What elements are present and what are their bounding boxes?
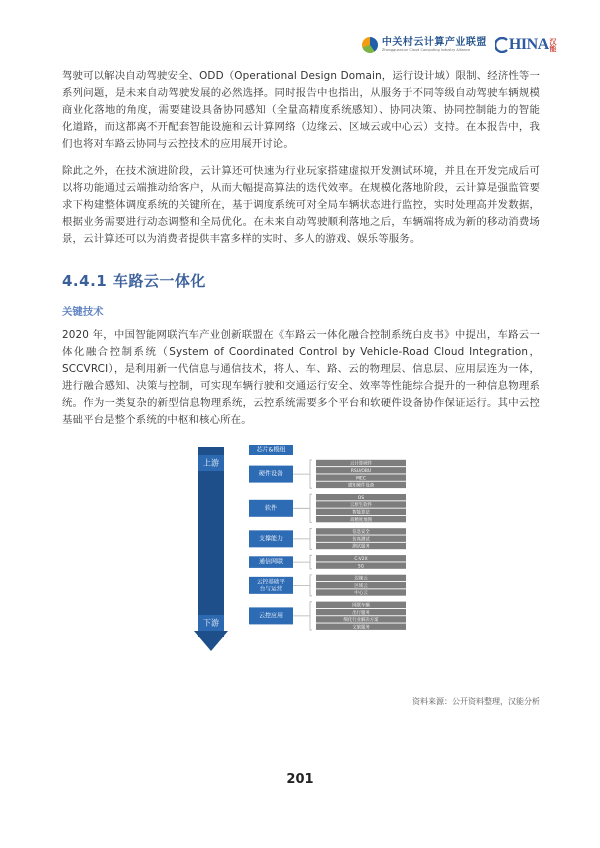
item-label-6-1: 出行服务 (352, 610, 370, 616)
item-label-2-0: OS (357, 495, 365, 501)
group-label-0: 芯片&模组 (256, 446, 286, 454)
item-label-6-2: 细化行业解决方案 (343, 618, 379, 624)
item-label-6-0: 网联车辆 (352, 603, 370, 609)
section-heading: 4.4.1 车路云一体化 (62, 272, 206, 290)
alliance-name-en: Zhongguancun Cloud Computing Industry Alliance (381, 47, 471, 52)
group-bracket-5 (310, 575, 312, 596)
industry-chain-diagram (194, 443, 406, 655)
group-bracket-2 (310, 494, 312, 522)
group-bracket-1 (310, 460, 312, 488)
item-label-5-0: 边缘云 (354, 576, 368, 582)
item-label-2-3: 高精度地图 (350, 517, 372, 523)
item-label-1-3: 感知硬件设备 (347, 483, 375, 489)
alliance-name: 中关村云计算产业联盟 (381, 36, 487, 48)
item-label-2-2: 智能算法 (352, 510, 370, 516)
body-paragraph-2: 除此之外，在技术演进阶段，云计算还可快速为行业玩家搭建虚拟开发测试环境，并且在开发完成后可以将功能通过云端推动给客户，从而大幅提高算法的迭代效率。在规模化落地阶段，云计算是强监管要求下构建整体调度系统的关键所在，基于调度系统可对全局车辆状态进行监控，实时处理高并发数据，根据业务需要进行动态调整和全局优化。在未来自动驾驶顺利落地之后，车辆端将成为新的移动消费场景，云计算还可以为消费者提供丰富多样的实时、多人的游戏、娱乐等服务。 (62, 165, 540, 245)
group-bracket-4 (310, 555, 312, 569)
upstream-label: 上游 (203, 458, 219, 468)
body-paragraph-1: 驾驶可以解决自动驾驶安全、ODD（Operational Design Domain，运行设计域）限制、经济性等一系列问题，是未来自动驾驶发展的必然选择。同时报告中也指出，从服务于不同等级自动驾驶车辆规模商业化落地的角度，需要建设具备协同感知（全量高精度系统感知）、协同决策、协同控制能力的智能化道路，而这都离不开配套智能设施和云计算网络（边缘云、区域云或中心云）支持。在本报告中，我们也将对车路云协同与云控技术的应用展开讨论。 (62, 70, 540, 150)
item-label-1-0: 云计算硬件 (350, 461, 372, 467)
item-label-3-0: 信息安全 (352, 530, 370, 536)
group-label-1: 硬件设备 (258, 470, 284, 478)
item-label-4-1: 5G (357, 564, 365, 570)
zgc-cloud-alliance-logo (362, 37, 487, 53)
alliance-logo-icon (362, 37, 378, 53)
item-label-4-0: C-V2X (354, 557, 368, 562)
item-label-6-3: 文旅服务 (352, 625, 370, 631)
subsection-heading: 关键技术 (62, 306, 104, 318)
item-label-2-1: 云原生软件 (350, 503, 372, 509)
group-bracket-3 (310, 528, 312, 549)
source-note: 资料来源：公开资料整理，汉能分析 (412, 697, 540, 706)
flow-arrow-shaft (198, 447, 224, 637)
logo-wordmark: HINA (508, 36, 549, 53)
group-label-4: 通信网联 (258, 558, 284, 566)
item-label-3-1: 仿真测试 (352, 537, 370, 543)
group-label-3: 支撑能力 (258, 535, 284, 543)
item-label-3-2: 测试服务 (352, 544, 370, 550)
group-label-6: 云控应用 (258, 612, 284, 620)
downstream-label: 下游 (203, 618, 219, 628)
item-label-5-2: 中心云 (354, 591, 368, 597)
item-label-5-1: 区域云 (354, 583, 368, 589)
page-number: 201 (286, 772, 314, 787)
logo-cn-mark: 汉能 (549, 38, 557, 52)
group-label-5-line2: 台与运营 (259, 586, 283, 593)
c-logo-icon (495, 37, 509, 53)
item-label-1-1: RSU/OBU (350, 469, 372, 474)
body-paragraph-3: 2020 年，中国智能网联汽车产业创新联盟在《车路云一体化融合控制系统白皮书》中提出，车路云一体化融合控制系统（System of Coordinated Control by Vehicle-Road Cloud Integration，SCCVRCI），是利用新一代信息与通信技术，将人、车、路、云的物理层、信息层、应用层连为一体，进行融合感知、决策与控制，可实现车辆行驶和交通运行安全、效率等性能综合提升的一种信息物理系统。作为一类复杂的新型信息物理系统，云控系统需要多个平台和软硬件设备协作保证运行。其中云控基础平台是整个系统的中枢和核心所在。 (62, 329, 540, 426)
flow-arrow-head (194, 631, 228, 651)
china-renaissance-logo (495, 36, 556, 54)
item-label-1-2: MEC (356, 476, 366, 482)
group-label-2: 软件 (264, 504, 278, 512)
group-bracket-6 (310, 602, 312, 630)
page-header (362, 36, 556, 54)
group-label-5-line1: 云控基础平 (257, 579, 285, 586)
